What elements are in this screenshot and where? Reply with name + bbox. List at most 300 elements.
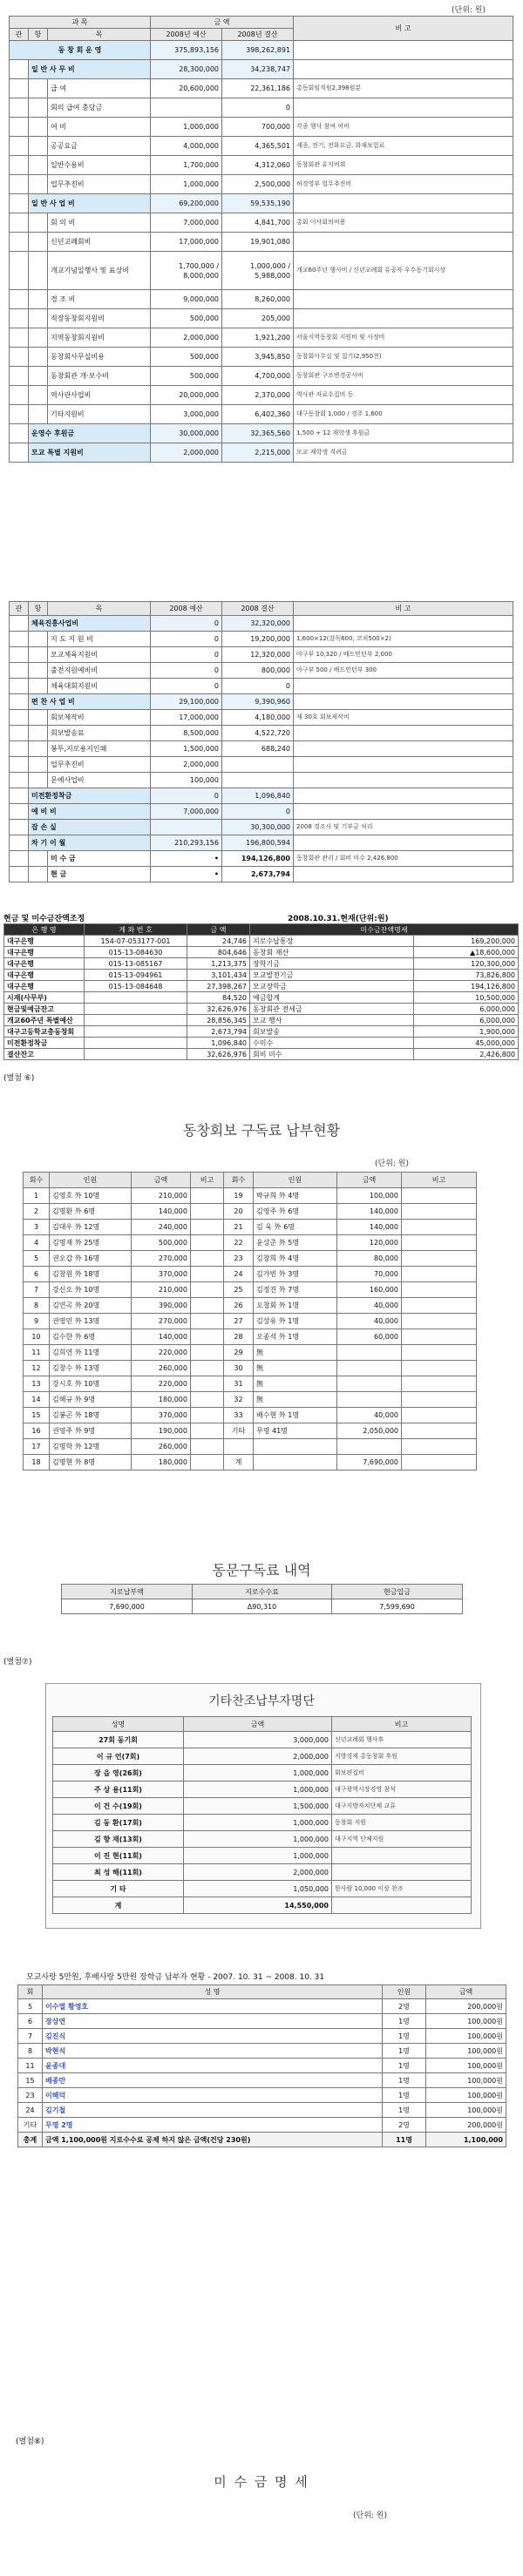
budget-row [10, 867, 513, 882]
budget-row [10, 663, 513, 679]
budget-mok-name: 현 금 [48, 867, 151, 882]
sub-note-2 [402, 1455, 477, 1471]
indent-cell [10, 679, 29, 694]
subscription-row [24, 1298, 477, 1314]
sub-round-2 [224, 1439, 254, 1455]
indent-cell [29, 741, 48, 757]
budget-mok-name: 경 조 비 [48, 290, 151, 309]
subscription-row [24, 1235, 477, 1251]
actual-value: 19,200,000 [222, 632, 294, 647]
budget-row [10, 405, 513, 424]
sub-amount: 210,000 [132, 1282, 191, 1298]
donors-table [52, 1716, 472, 1914]
sch-total-desc: 금액 1,100,000원 지로수수료 공제 하지 않은 금액(건당 230원) [43, 2133, 383, 2147]
sub-header-amount-2: 금액 [337, 1173, 402, 1188]
note-cell: 동창회사무실 및 집기(2,950천) [294, 348, 513, 367]
note-cell: 동창회관 관리 / 회비 미수 2,426,800 [294, 851, 513, 867]
sub-amount-2: 140,000 [337, 1204, 402, 1220]
scholarship-row [18, 2118, 506, 2133]
sub-note-2 [402, 1188, 477, 1204]
note-cell [294, 194, 513, 213]
budget-mok-name: 역사관사업비 [48, 386, 151, 405]
sub-people-2: 無 [254, 1376, 337, 1392]
header-mok: 목 [48, 602, 151, 616]
scholarship-row [18, 2059, 506, 2073]
indent-cell [29, 405, 48, 424]
receivable-amount: 2,426,800 [414, 1049, 519, 1060]
note-cell: 제 30호 회보제작비 [294, 710, 513, 726]
indent-cell [29, 867, 48, 882]
actual-value: 4,312,060 [222, 156, 294, 175]
sub-round: 9 [24, 1314, 50, 1329]
budget-hang-name: 차 기 이 월 [29, 835, 151, 851]
bank-name: 대구은행 [4, 970, 85, 981]
sch-name: 김기철 [43, 2103, 383, 2118]
sch-amount: 100,000원 [426, 2044, 506, 2059]
sub-people-2: 김상유 外 1명 [254, 1314, 337, 1329]
budget-row [10, 367, 513, 386]
sch-name: 배종만 [43, 2073, 383, 2088]
donor-row [53, 1864, 472, 1881]
indent-cell [29, 213, 48, 233]
summary-header-cash: 현금입금 [332, 1585, 463, 1599]
sub-round: 14 [24, 1392, 50, 1408]
note-cell [294, 726, 513, 741]
header-note: 비 고 [294, 17, 513, 41]
indent-cell [10, 663, 29, 679]
budget-value: 100,000 [151, 773, 222, 788]
donor-note: 대구광역시장경영 참석 [332, 1782, 472, 1798]
scholarship-title: 모교사랑 5만원, 후배사랑 5만원 장학금 납부자 현황 - 2007. 10. 31 ~ 2008. 10. 31 [26, 1973, 325, 1982]
actual-value: 2,673,794 [222, 867, 294, 882]
receivable-amount: ▲18,600,000 [414, 947, 519, 958]
subscription-unit: (단위: 원) [375, 1160, 409, 1168]
sch-amount: 200,000원 [426, 2118, 506, 2133]
subscription-title: 동창회보 구독료 납부현황 [182, 1122, 341, 1139]
budget-hang-name: 예 비 비 [29, 804, 151, 820]
budget-mok-name: 여 비 [48, 118, 151, 137]
budget-value: 2,000,000 [151, 328, 222, 348]
sub-amount: 140,000 [132, 1204, 191, 1220]
budget-row [10, 694, 513, 710]
sch-count: 1명 [383, 2044, 426, 2059]
indent-cell [10, 328, 29, 348]
receivable-name: 모교 행사 [250, 1015, 414, 1026]
budget-value: 0 [151, 647, 222, 663]
donor-row [53, 1748, 472, 1765]
sub-people: 김연곡 外 20명 [50, 1298, 132, 1314]
budget-row [10, 156, 513, 175]
donor-note: 회보편집비 [332, 1765, 472, 1782]
budget-value: 0 [151, 632, 222, 647]
budget-row [10, 616, 513, 632]
donor-name: 이 규 언(7회) [53, 1748, 184, 1765]
sub-people-2: 윤상준 外 5명 [254, 1235, 337, 1251]
note-cell: 총동회임직원2,398원분 [294, 79, 513, 98]
bank-name: 시재(사무부) [4, 992, 85, 1004]
subscription-row [24, 1251, 477, 1267]
sch-count: 2명 [383, 1999, 426, 2014]
note-cell [294, 773, 513, 788]
sub-round-2: 26 [224, 1298, 254, 1314]
indent-cell [10, 820, 29, 835]
sub-round-2: 25 [224, 1282, 254, 1298]
sub-people-2: 김영주 外 6명 [254, 1204, 337, 1220]
sub-note-2 [402, 1329, 477, 1345]
sch-round: 24 [18, 2103, 43, 2118]
account-number [85, 1015, 187, 1026]
cash-amount: 2,673,794 [187, 1026, 250, 1038]
sub-header-amount: 금액 [132, 1173, 191, 1188]
budget-row [10, 348, 513, 367]
receivable-name: 모교장학금 [250, 981, 414, 992]
actual-value: 30,300,000 [222, 820, 294, 835]
budget-row [10, 194, 513, 213]
actual-value: 194,126,800 [222, 851, 294, 867]
sch-name: 이수열 황영호 [43, 1999, 383, 2014]
sub-people-2: 박규희 外 4명 [254, 1188, 337, 1204]
sub-round-2: 33 [224, 1408, 254, 1423]
budget-value: 500,000 [151, 309, 222, 328]
budget-mok-name: 공공요금 [48, 137, 151, 156]
budget-row [10, 175, 513, 194]
receivable-amount: 10,500,000 [414, 992, 519, 1004]
sub-amount: 240,000 [132, 1220, 191, 1235]
budget-row [10, 679, 513, 694]
header-hang: 항 [29, 602, 48, 616]
subscription-row [24, 1188, 477, 1204]
subscription-row [24, 1423, 477, 1439]
donor-note: 동창회 지원 [332, 1815, 472, 1831]
budget-table-2 [9, 601, 513, 882]
sch-name: 김진식 [43, 2029, 383, 2044]
scholarship-table [17, 1984, 506, 2147]
indent-cell [10, 710, 29, 726]
account-number [85, 1038, 187, 1049]
sub-amount: 180,000 [132, 1392, 191, 1408]
subscription-row [24, 1282, 477, 1298]
sub-people: 김대우 外 12명 [50, 1220, 132, 1235]
sub-people: 김영호 外 10명 [50, 1188, 132, 1204]
sub-round-2: 32 [224, 1392, 254, 1408]
sub-note [191, 1282, 224, 1298]
actual-value: 398,262,891 [222, 41, 294, 60]
indent-cell [10, 867, 29, 882]
budget-row [10, 647, 513, 663]
sub-note [191, 1361, 224, 1376]
sub-note [191, 1329, 224, 1345]
sub-people: 김명재 外 25명 [50, 1235, 132, 1251]
sub-note-2 [402, 1408, 477, 1423]
budget-row [10, 710, 513, 726]
sch-count: 1명 [383, 2014, 426, 2029]
cash-amount: 1,213,375 [187, 958, 250, 970]
actual-value: 2,215,000 [222, 443, 294, 463]
budget-mok-name: 동창회관 개·보수비 [48, 367, 151, 386]
actual-value: 3,945,850 [222, 348, 294, 367]
receivable-amount: 1,900,000 [414, 1026, 519, 1038]
sub-note [191, 1345, 224, 1361]
budget-mok-name: 문예사업비 [48, 773, 151, 788]
note-cell [294, 835, 513, 851]
account-number: 154-07-053177-001 [85, 936, 187, 947]
budget-value: 210,293,156 [151, 835, 222, 851]
summary-cash-value: 7,599,690 [332, 1599, 463, 1614]
budget-value: 3,000,000 [151, 405, 222, 424]
sch-header-amount: 금액 [426, 1985, 506, 1999]
sub-note [191, 1408, 224, 1423]
subscription-row [24, 1439, 477, 1455]
sch-round: 기타 [18, 2118, 43, 2133]
indent-cell [10, 726, 29, 741]
indent-cell [10, 79, 29, 98]
sub-people: 강시호 外 10명 [50, 1376, 132, 1392]
budget-row [10, 804, 513, 820]
budget-value: 500,000 [151, 348, 222, 367]
sub-people-2: 김창희 外 4명 [254, 1251, 337, 1267]
actual-value: 4,180,000 [222, 710, 294, 726]
account-number [85, 1026, 187, 1038]
subscription-row [24, 1267, 477, 1282]
cash-date: 2008.10.31.현재(단위:원) [288, 915, 389, 923]
budget-hang-name: 모교 특별 지원비 [29, 443, 151, 463]
sub-people: 권영민 外 13명 [50, 1314, 132, 1329]
sub-people: 권오갑 外 16명 [50, 1251, 132, 1267]
budget-row [10, 773, 513, 788]
indent-cell [29, 773, 48, 788]
cash-amount: 27,398,267 [187, 981, 250, 992]
bank-name: 대구은행 [4, 947, 85, 958]
sch-amount: 100,000원 [426, 2059, 506, 2073]
sub-note [191, 1392, 224, 1408]
budget-row [10, 741, 513, 757]
note-cell: 개교60주년 행사비 / 신년교례회 유공자 우수동기회시상 [294, 252, 513, 290]
sub-header-round: 회수 [24, 1173, 50, 1188]
indent-cell [10, 233, 29, 252]
header-note: 비 고 [294, 602, 513, 616]
budget-row [10, 137, 513, 156]
header-kwan: 관 [10, 602, 29, 616]
scholarship-row [18, 2088, 506, 2103]
sub-amount: 270,000 [132, 1251, 191, 1267]
sch-count: 1명 [383, 2059, 426, 2073]
sch-count: 1명 [383, 2073, 426, 2088]
sch-round: 6 [18, 2014, 43, 2029]
sub-amount: 220,000 [132, 1345, 191, 1361]
receivable-name: 회보발송 [250, 1026, 414, 1038]
sub-amount: 390,000 [132, 1298, 191, 1314]
donor-amount: 1,000,000 [184, 1831, 332, 1848]
sub-round: 6 [24, 1267, 50, 1282]
sub-round: 1 [24, 1188, 50, 1204]
sub-people-2: 김 욱 外 6명 [254, 1220, 337, 1235]
indent-cell [10, 424, 29, 443]
actual-value [222, 773, 294, 788]
donor-note: 지방경제 총동창회 후원 [332, 1748, 472, 1765]
note-cell [294, 679, 513, 694]
sub-people-2: 無 [254, 1392, 337, 1408]
actual-value: 19,901,080 [222, 233, 294, 252]
sub-round: 5 [24, 1251, 50, 1267]
receivable-amount: 45,000,000 [414, 1038, 519, 1049]
sch-total-label: 총계 [18, 2133, 43, 2147]
actual-value: 32,320,000 [222, 616, 294, 632]
sch-round: 8 [18, 2044, 43, 2059]
sub-amount: 500,000 [132, 1235, 191, 1251]
donors-title: 기타찬조납부자명단 [208, 1694, 315, 1708]
donor-row [53, 1897, 472, 1914]
indent-cell [10, 405, 29, 424]
account-number [85, 992, 187, 1004]
sub-round-2: 기타 [224, 1423, 254, 1439]
sub-round: 12 [24, 1361, 50, 1376]
sub-note [191, 1376, 224, 1392]
cash-row [4, 947, 519, 958]
cash-header-account: 계 좌 번 호 [85, 924, 187, 936]
budget-value: 500,000 [151, 367, 222, 386]
unit-label: (단위: 원) [452, 6, 486, 15]
cash-amount: 24,746 [187, 936, 250, 947]
subscription-row [24, 1329, 477, 1345]
sub-round: 4 [24, 1235, 50, 1251]
indent-cell [10, 804, 29, 820]
budget-value: 69,200,000 [151, 194, 222, 213]
actual-value: 34,238,747 [222, 60, 294, 79]
budget-value: • [151, 867, 222, 882]
sch-header-count: 인원 [383, 1985, 426, 1999]
sub-round: 7 [24, 1282, 50, 1298]
note-cell: 동창회관 구조변경공사비 [294, 367, 513, 386]
donor-row [53, 1815, 472, 1831]
indent-cell [10, 773, 29, 788]
indent-cell [10, 741, 29, 757]
note-cell [294, 788, 513, 804]
sub-people-2: 김정진 外 7명 [254, 1282, 337, 1298]
sch-count: 1명 [383, 2029, 426, 2044]
donor-amount: 1,000,000 [184, 1848, 332, 1864]
sub-round: 18 [24, 1455, 50, 1471]
cash-amount: 1,096,840 [187, 1038, 250, 1049]
sch-count: 1명 [383, 2088, 426, 2103]
note-cell [294, 290, 513, 309]
sub-people-2: 오종석 外 1명 [254, 1329, 337, 1345]
sub-amount-2: 120,000 [337, 1235, 402, 1251]
header-actual: 2008년 결산 [222, 29, 294, 41]
sub-round: 16 [24, 1423, 50, 1439]
indent-cell [29, 348, 48, 367]
receivable-name: 장학기금 [250, 958, 414, 970]
bank-name: 대구고등학교총동창회 [4, 1026, 85, 1038]
donor-amount: 1,000,000 [184, 1765, 332, 1782]
sub-note-2 [402, 1345, 477, 1361]
budget-row [10, 41, 513, 60]
sub-round-2: 22 [224, 1235, 254, 1251]
sub-amount-2 [337, 1361, 402, 1376]
account-number [85, 1004, 187, 1015]
sub-round: 8 [24, 1298, 50, 1314]
sub-amount-2 [337, 1439, 402, 1455]
budget-mok-name: 신년교례회비 [48, 233, 151, 252]
donor-amount: 1,000,000 [184, 1782, 332, 1798]
receivable-amount: 194,126,800 [414, 981, 519, 992]
budget-value: • [151, 851, 222, 867]
donor-note [332, 1897, 472, 1914]
sub-note [191, 1204, 224, 1220]
note-cell [294, 233, 513, 252]
note-cell: 야구부 10,320 / 배드민턴부 2,000 [294, 647, 513, 663]
budget-row [10, 290, 513, 309]
sub-people: 김창수 外 13명 [50, 1361, 132, 1376]
budget-mok-name: 회의 급여 충당금 [48, 98, 151, 118]
note-cell: 동창회관 유지비외 [294, 156, 513, 175]
bank-name: 미전환정착금 [4, 1038, 85, 1049]
sub-round-2: 30 [224, 1361, 254, 1376]
sch-amount: 100,000원 [426, 2029, 506, 2044]
sub-amount: 180,000 [132, 1455, 191, 1471]
bank-name: 대구은행 [4, 981, 85, 992]
budget-row [10, 309, 513, 328]
receivable-amount: 73,826,800 [414, 970, 519, 981]
donor-amount: 1,500,000 [184, 1798, 332, 1815]
scholarship-row [18, 2014, 506, 2029]
cash-header-receivable: 미수금잔액명세 [250, 924, 519, 936]
note-cell [294, 616, 513, 632]
budget-mok-name: 출전지원예비비 [48, 663, 151, 679]
scholarship-row [18, 2073, 506, 2088]
sub-amount-2 [337, 1392, 402, 1408]
budget-row [10, 328, 513, 348]
indent-cell [29, 367, 48, 386]
receivable-amount: 120,300,000 [414, 958, 519, 970]
budget-mok-name: 일반수용비 [48, 156, 151, 175]
actual-value: 0 [222, 98, 294, 118]
budget-mok-name: 봉투,지로용지인쇄 [48, 741, 151, 757]
budget-mok-name: 미 수 금 [48, 851, 151, 867]
sub-round-2: 19 [224, 1188, 254, 1204]
receivables-title: 미 수 금 명 세 [214, 2474, 309, 2490]
donor-name: 장 읍 영(26회) [53, 1765, 184, 1782]
actual-value: 1,000,000 / 5,988,000 [222, 252, 294, 290]
donor-row [53, 1848, 472, 1864]
budget-value: 28,300,000 [151, 60, 222, 79]
header-budget: 2008 예산 [151, 602, 222, 616]
sub-note-2 [402, 1204, 477, 1220]
bank-name: 대구은행 [4, 936, 85, 947]
donor-note [332, 1864, 472, 1881]
budget-value: 7,000,000 [151, 213, 222, 233]
sub-people: 김수한 外 6명 [50, 1329, 132, 1345]
budget-value: 9,000,000 [151, 290, 222, 309]
budget-mok-name: 급 여 [48, 79, 151, 98]
budget-value: 2,000,000 [151, 757, 222, 773]
sch-round: 15 [18, 2073, 43, 2088]
budget-mok-name: 회 의 비 [48, 213, 151, 233]
cash-row [4, 970, 519, 981]
budget-row [10, 757, 513, 773]
summary-table [61, 1584, 463, 1614]
sub-people-2: 無 [254, 1361, 337, 1376]
donor-note: 대구지방자치단체 교류 [332, 1798, 472, 1815]
budget-value: 1,700,000 / 8,000,000 [151, 252, 222, 290]
sub-round-2: 21 [224, 1220, 254, 1235]
sch-name: 이해덕 [43, 2088, 383, 2103]
donor-row [53, 1782, 472, 1798]
budget-value: 0 [151, 663, 222, 679]
indent-cell [10, 60, 29, 79]
indent-cell [29, 757, 48, 773]
indent-cell [10, 443, 29, 463]
sub-people-2: 김가빈 外 3명 [254, 1267, 337, 1282]
